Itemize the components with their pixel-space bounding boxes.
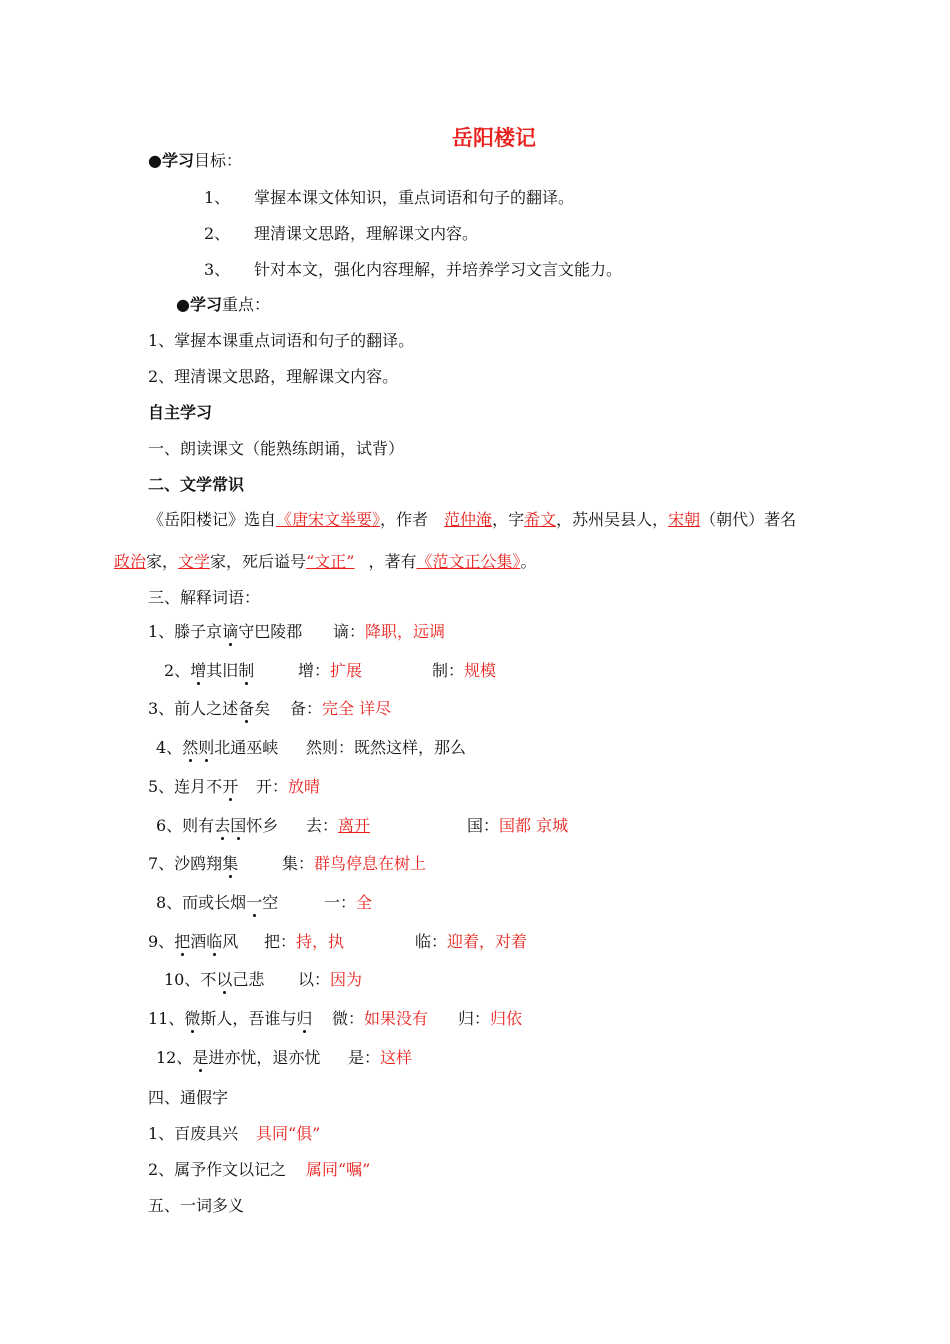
vocab-item: 1、滕子京谪守巴陵郡 (148, 622, 303, 641)
source-answer: 《唐宋文举要》 (276, 510, 381, 529)
tongjia-answer: 具同“俱” (256, 1124, 321, 1143)
zi-answer: 希文 (524, 510, 557, 529)
vocab-answer: 谪：降职，远调 (333, 622, 446, 641)
vocab-answer: 以：因为 (298, 970, 363, 989)
vocab-answer: 增：扩展 (298, 661, 363, 680)
literature-line-1: 《岳阳楼记》选自《唐宋文举要》，作者 范仲淹，字希文，苏州吴县人，宋朝（朝代）著名 (148, 510, 797, 529)
vocab-item: 8、而或长烟一空 (156, 893, 279, 912)
section-literature: 二、文学常识 (148, 475, 245, 494)
vocab-item: 2、增其旧制 (164, 661, 255, 680)
section-polysemy: 五、一词多义 (148, 1196, 245, 1215)
vocab-answer: 开：放晴 (256, 777, 321, 796)
focus-item: 2、理清课文思路，理解课文内容。 (148, 367, 399, 386)
vocab-answer: 是：这样 (348, 1048, 413, 1067)
vocab-answer: 一：全 (324, 893, 373, 912)
vocab-item: 3、前人之述备矣 (148, 699, 271, 718)
tongjia-item: 2、属予作文以记之 (148, 1160, 287, 1179)
vocab-answer: 归：归依 (458, 1009, 523, 1028)
section-self-study: 自主学习 (148, 403, 213, 422)
vocab-answer: 去：离开 (306, 816, 371, 835)
vocab-item: 9、把酒临风 (148, 932, 239, 951)
vocab-answer: 制：规模 (432, 661, 497, 680)
section-tongjia: 四、通假字 (148, 1088, 229, 1107)
goal-item: 3、 (204, 260, 231, 279)
vocab-answer: 集：群鸟停息在树上 (282, 854, 427, 873)
vocab-answer: 然则：既然这样，那么 (306, 738, 467, 757)
vocab-answer: 微：如果没有 (332, 1009, 429, 1028)
politics-answer: 政治 (114, 552, 147, 571)
vocab-item: 12、是进亦忧，退亦忧 (156, 1048, 321, 1067)
section-reading: 一、朗读课文（能熟练朗诵，试背） (148, 439, 405, 458)
goals-heading: ●学习目标： (148, 151, 242, 170)
vocab-answer: 国：国都 京城 (467, 816, 569, 835)
tongjia-answer: 属同“嘱” (306, 1160, 371, 1179)
vocab-item: 11、微斯人，吾谁与归 (148, 1009, 313, 1028)
works-answer: 《范文正公集》 (416, 552, 521, 571)
vocab-answer: 备：完全 详尽 (290, 699, 392, 718)
vocab-answer: 临：迎着，对着 (415, 932, 528, 951)
bullet-icon: ● (176, 295, 190, 314)
vocab-item: 6、则有去国怀乡 (156, 816, 279, 835)
vocab-item: 7、沙鸥翔集 (148, 854, 239, 873)
page-title: 岳阳楼记 (452, 125, 536, 150)
vocab-item: 5、连月不开 (148, 777, 239, 796)
bullet-icon: ● (148, 151, 162, 170)
goal-text: 掌握本课文体知识，重点词语和句子的翻译。 (254, 188, 575, 207)
section-vocabulary: 三、解释词语： (148, 588, 261, 607)
author-answer: 范仲淹 (444, 510, 493, 529)
vocab-answer: 把：持，执 (264, 932, 345, 951)
goal-item: 2、 (204, 224, 231, 243)
vocab-item: 4、然则北通巫峡 (156, 738, 279, 757)
goal-text: 针对本文，强化内容理解，并培养学习文言文能力。 (254, 260, 623, 279)
literature-answer: 文学 (178, 552, 211, 571)
goal-item: 1、 (204, 188, 231, 207)
focus-heading: ●学习重点： (176, 295, 270, 314)
focus-item: 1、掌握本课重点词语和句子的翻译。 (148, 331, 415, 350)
goal-text: 理清课文思路，理解课文内容。 (254, 224, 479, 243)
vocab-item: 10、不以己悲 (164, 970, 265, 989)
tongjia-item: 1、百废具兴 (148, 1124, 239, 1143)
posthumous-answer: “文正” (306, 552, 355, 571)
literature-line-2: 政治家，文学家，死后谥号“文正” ，著有《范文正公集》。 (114, 552, 537, 571)
dynasty-answer: 宋朝 (668, 510, 701, 529)
